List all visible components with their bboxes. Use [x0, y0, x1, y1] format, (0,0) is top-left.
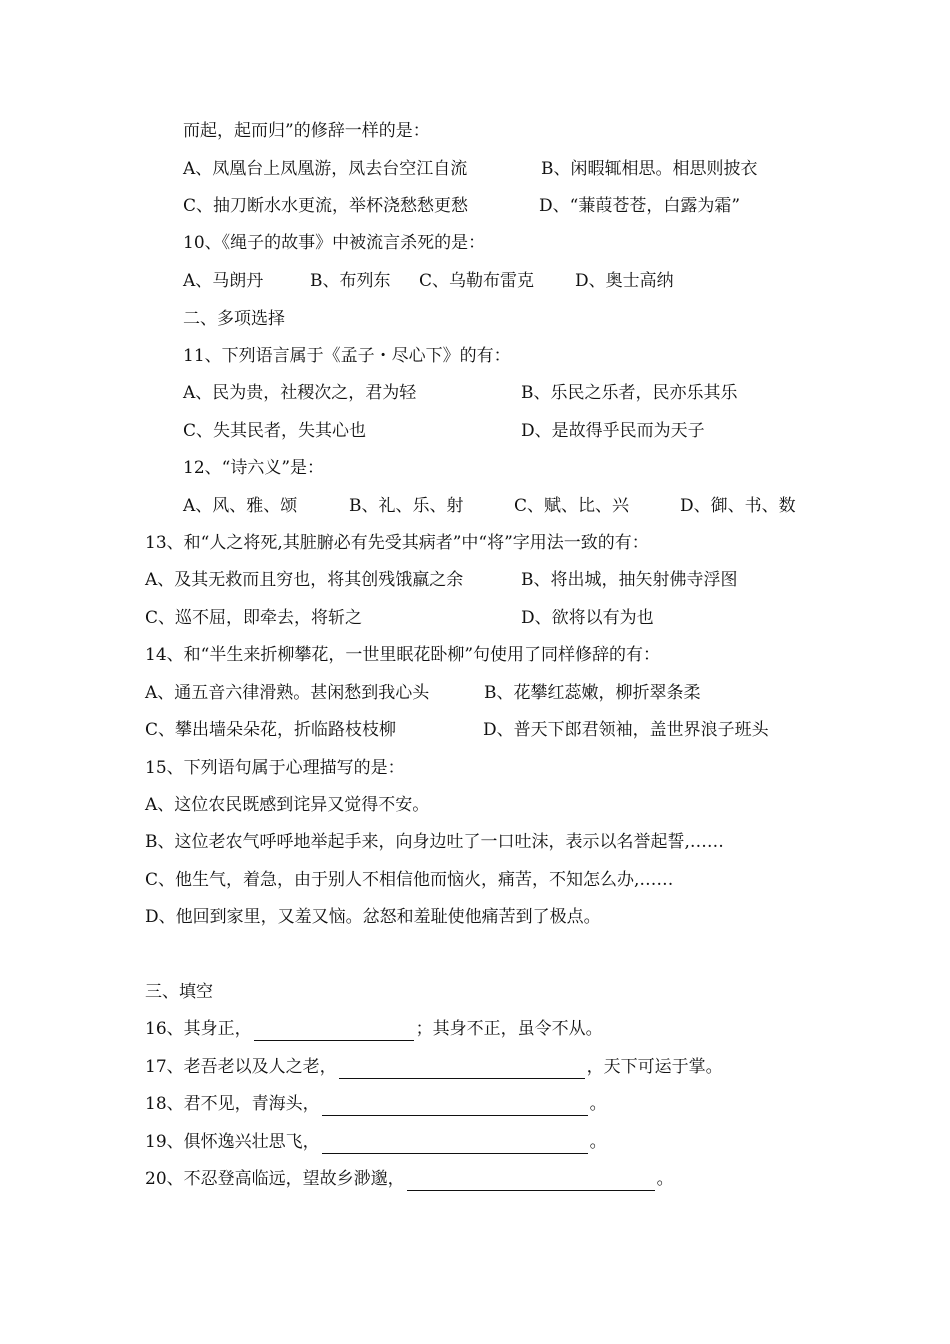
q10-option-d: D、奥士高纳: [575, 271, 674, 291]
q11-option-a: A、民为贵，社稷次之，君为轻: [183, 383, 417, 403]
q16: [145, 1017, 603, 1041]
q17-suffix: ，天下可运于掌。: [586, 1057, 723, 1077]
q11-option-b: B、乐民之乐者，民亦乐其乐: [521, 383, 738, 403]
q19-prefix: 19、俱怀逸兴壮思飞，: [145, 1132, 320, 1152]
q19-answer-blank[interactable]: [322, 1135, 588, 1154]
q17-answer-blank[interactable]: [339, 1060, 585, 1079]
q17-prefix: 17、老吾老以及人之老，: [145, 1057, 337, 1077]
q10-stem: 10、《绳子的故事》中被流言杀死的是：: [183, 233, 486, 253]
q14-stem: 14、和“半生来折柳攀花，一世里眠花卧柳”句使用了同样修辞的有：: [145, 645, 661, 665]
q16-prefix: 16、其身正，: [145, 1019, 252, 1039]
q18-suffix: 。: [589, 1094, 607, 1114]
q16-answer-blank[interactable]: [254, 1022, 414, 1041]
q13-option-c: C、巡不屈，即牵去，将斩之: [145, 608, 363, 628]
q10-option-b: B、布列东: [310, 271, 391, 291]
q20-prefix: 20、不忍登高临远，望故乡渺邈，: [145, 1169, 405, 1189]
q20-suffix: 。: [656, 1169, 674, 1189]
q13-option-b: B、将出城，抽矢射佛寺浮图: [521, 570, 738, 590]
q18-answer-blank[interactable]: [322, 1097, 588, 1116]
q11-option-d: D、是故得乎民而为天子: [521, 421, 705, 441]
q19-suffix: 。: [589, 1132, 607, 1152]
q12-option-b: B、礼、乐、射: [349, 496, 464, 516]
section-3-heading: 三、填空: [145, 982, 213, 1002]
q14-option-d: D、普天下郎君领袖，盖世界浪子班头: [483, 720, 769, 740]
q9-stem-continuation: 而起，起而归”的修辞一样的是：: [183, 121, 430, 141]
q9-option-a: A、凤凰台上凤凰游，凤去台空江自流: [183, 159, 468, 179]
q13-option-d: D、欲将以有为也: [521, 608, 654, 628]
q20-answer-blank[interactable]: [407, 1172, 655, 1191]
q15-option-b: B、这位老农气呼呼地举起手来，向身边吐了一口吐沫，表示以名誉起誓,……: [145, 832, 724, 852]
q12-stem: 12、“诗六义”是：: [183, 458, 325, 478]
q15-option-a: A、这位农民既感到诧异又觉得不安。: [145, 795, 430, 815]
q13-stem: 13、和“人之将死,其脏腑必有先受其病者”中“将”字用法一致的有：: [145, 533, 649, 553]
q9-option-c: C、抽刀断水水更流，举杯浇愁愁更愁: [183, 196, 469, 216]
q9-option-b: B、闲暇辄相思。相思则披衣: [541, 159, 758, 179]
section-2-heading: 二、多项选择: [183, 309, 285, 329]
q14-option-a: A、通五音六律滑熟。甚闲愁到我心头: [145, 683, 430, 703]
q14-option-c: C、攀出墙朵朵花，折临路枝枝柳: [145, 720, 397, 740]
q15-stem: 15、下列语句属于心理描写的是：: [145, 758, 405, 778]
q18: [145, 1092, 607, 1116]
q11-option-c: C、失其民者，失其心也: [183, 421, 367, 441]
q20: [145, 1167, 674, 1191]
q12-option-c: C、赋、比、兴: [514, 496, 630, 516]
q11-stem: 11、下列语言属于《孟子・尽心下》的有：: [183, 346, 511, 366]
q19: [145, 1130, 607, 1154]
q15-option-d: D、他回到家里，又羞又恼。忿怒和羞耻使他痛苦到了极点。: [145, 907, 601, 927]
q16-suffix: ；其身不正，虽令不从。: [415, 1019, 603, 1039]
q10-option-c: C、乌勒布雷克: [419, 271, 535, 291]
q12-option-a: A、风、雅、颂: [183, 496, 298, 516]
q14-option-b: B、花攀红蕊嫩，柳折翠条柔: [484, 683, 701, 703]
q12-option-d: D、御、书、数: [680, 496, 796, 516]
q13-option-a: A、及其无救而且穷也，将其创残饿羸之余: [145, 570, 464, 590]
q18-prefix: 18、君不见，青海头，: [145, 1094, 320, 1114]
q10-option-a: A、马朗丹: [183, 271, 264, 291]
q15-option-c: C、他生气，着急，由于别人不相信他而恼火，痛苦，不知怎么办,……: [145, 870, 674, 890]
q17: [145, 1055, 723, 1079]
q9-option-d: D、“蒹葭苍苍，白露为霜”: [539, 196, 741, 216]
